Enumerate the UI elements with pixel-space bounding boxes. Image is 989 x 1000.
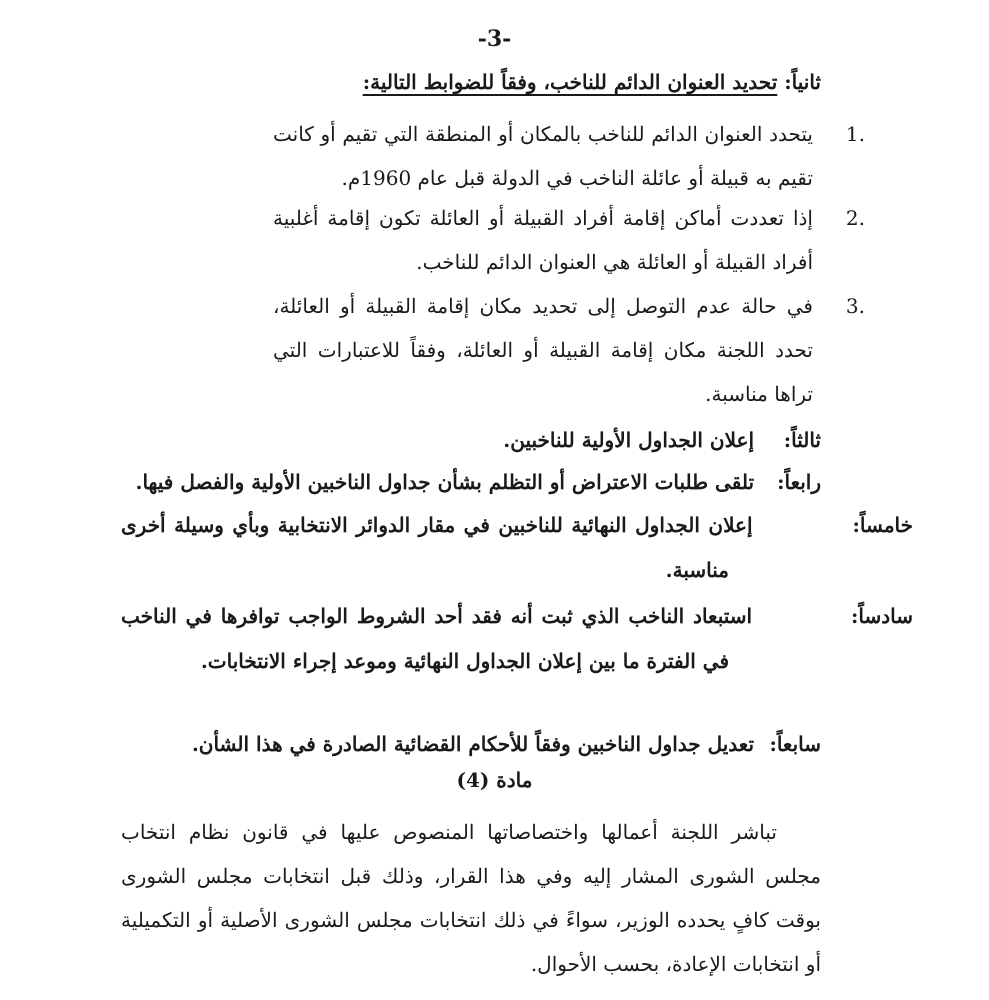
article-body-text: تباشر اللجنة أعمالها واختصاصاتها المنصوص عليها في قانون نظام انتخاب مجلس الشورى المشار إليه وفي هذا القرار، وذلك قبل انتخابات مجلس الشورى بوقت كافٍ يحدده الوزير، سواءً في ذلك انتخابات مجلس الشورى الأصلية أو التكميلية أو انتخابات الإعادة، بحسب الأحوال. — [121, 820, 821, 976]
section-7-label: سابعاً: — [769, 732, 821, 756]
list-item-3-number: 3. — [845, 294, 865, 318]
section-3-text: إعلان الجداول الأولية للناخبين. — [503, 428, 755, 452]
article-title: مادة (4) — [456, 768, 533, 792]
list-item-2-number: 2. — [845, 206, 865, 230]
list-item-1-number: 1. — [845, 122, 865, 146]
section-2-label: ثانياً: — [784, 70, 821, 94]
section-3 — [121, 418, 821, 463]
list-item-1-text: يتحدد العنوان الدائم للناخب بالمكان أو المنطقة التي تقيم أو كانت تقيم به قبيلة أو عائلة الناخب في الدولة قبل عام 1960م. — [273, 122, 813, 190]
section-5-label: خامساً: — [852, 513, 913, 537]
list-item-2-text: إذا تعددت أماكن إقامة أفراد القبيلة أو العائلة تكون إقامة أغلبية أفراد القبيلة أو العائلة هي العنوان الدائم للناخب. — [273, 206, 813, 274]
article-body — [121, 810, 821, 986]
list-item-1 — [273, 112, 865, 200]
list-item-2 — [273, 196, 865, 284]
section-4-text: تلقى طلبات الاعتراض أو التظلم بشأن جداول الناخبين الأولية والفصل فيها. — [135, 470, 755, 494]
section-6-label: سادساً: — [851, 604, 913, 628]
section-2-title: تحديد العنوان الدائم للناخب، وفقاً للضوابط التالية: — [362, 70, 778, 94]
section-7 — [121, 722, 821, 767]
section-2-heading — [121, 70, 821, 94]
list-item-3 — [273, 284, 865, 416]
section-6-text: استبعاد الناخب الذي ثبت أنه فقد أحد الشروط الواجب توافرها في الناخب في الفترة ما بين إعلان الجداول النهائية وموعد إجراء الانتخابات. — [121, 604, 753, 673]
section-3-label: ثالثاً: — [783, 428, 821, 452]
section-4-label: رابعاً: — [777, 470, 821, 494]
list-item-3-text: في حالة عدم التوصل إلى تحديد مكان إقامة القبيلة أو العائلة، تحدد اللجنة مكان إقامة القبيلة أو العائلة، وفقاً للاعتبارات التي تراها مناسبة. — [273, 294, 813, 406]
section-4 — [121, 460, 821, 505]
section-5-text: إعلان الجداول النهائية للناخبين في مقار الدوائر الانتخابية وبأي وسيلة أخرى مناسبة. — [121, 513, 753, 582]
section-5 — [121, 503, 913, 593]
section-6 — [121, 594, 913, 684]
page-number: -3- — [477, 26, 512, 52]
section-7-text: تعديل جداول الناخبين وفقاً للأحكام القضائية الصادرة في هذا الشأن. — [191, 732, 755, 756]
